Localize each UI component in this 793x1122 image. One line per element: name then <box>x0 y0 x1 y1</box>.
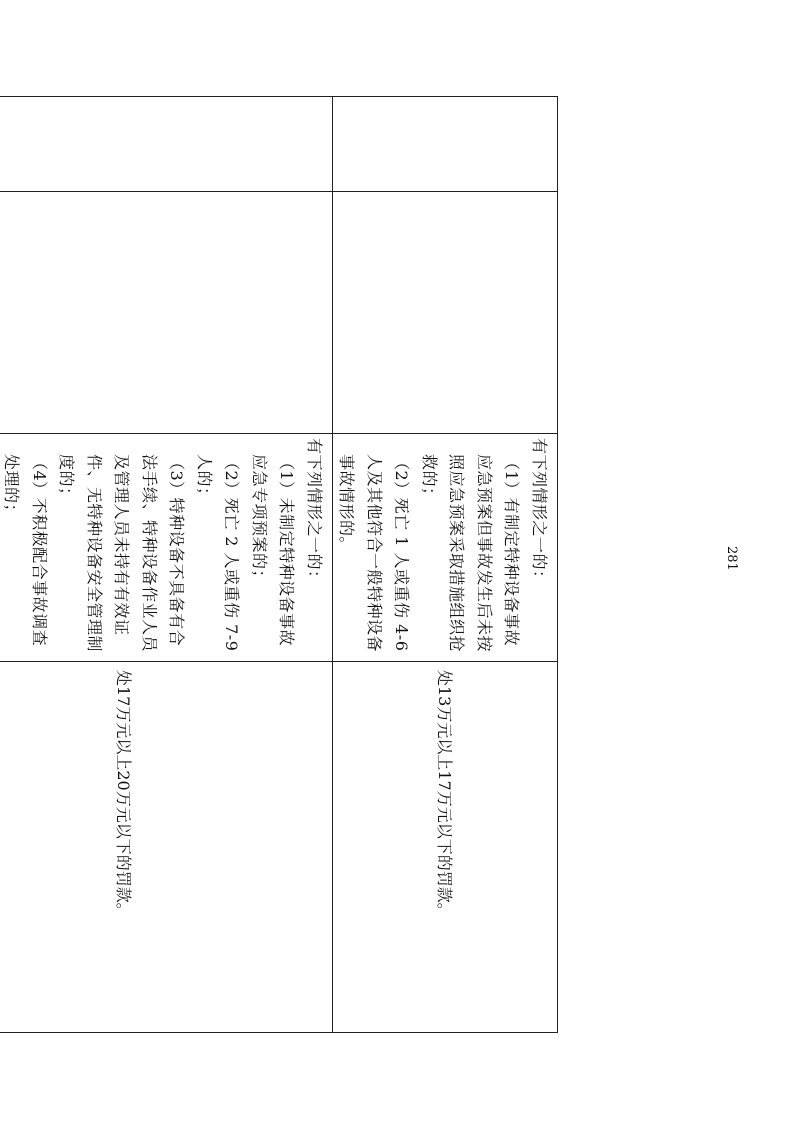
table-row <box>333 97 558 1033</box>
rotated-table <box>2 96 558 1028</box>
table-row <box>0 97 333 1033</box>
penalty-cell <box>333 662 558 1033</box>
condition-line: （4）不积极配合事故调查处理的； <box>2 454 49 647</box>
penalty-text: 处17万元以上20万元以下的罚款。 <box>114 670 134 919</box>
penalty-table <box>0 96 558 1033</box>
empty-cell-a <box>0 97 333 192</box>
page-number: 281 <box>724 545 739 571</box>
empty-cell-a <box>333 97 558 192</box>
condition-line: 有下列情形之一的： <box>305 438 324 587</box>
penalty-text: 处13万元以上17万元以下的罚款。 <box>435 670 455 919</box>
conditions-cell <box>0 434 333 662</box>
penalty-cell <box>0 662 333 1033</box>
condition-line: （1）有制定特种设备事故应急预案但事故发生后未按照应急预案采取措施组织抢救的； <box>420 454 522 653</box>
condition-line: （3）特种设备不具备有合法手续、特种设备作业人员及管理人员未持有有效证件、无特种设备安全管理制度的； <box>57 454 187 653</box>
conditions-cell <box>333 434 558 662</box>
condition-line: （2）死亡 2 人或重伤 7-9 人的； <box>195 454 242 652</box>
rotated-table-container <box>2 96 558 1028</box>
empty-cell-b <box>0 192 333 434</box>
condition-line: （1）未制定特种设备事故应急专项预案的； <box>250 454 297 647</box>
condition-line: 有下列情形之一的： <box>530 438 549 587</box>
condition-line: （2）死亡 1 人或重伤 4-6 人及其他符合一般特种设备事故情形的。 <box>337 454 412 653</box>
empty-cell-b <box>333 192 558 434</box>
